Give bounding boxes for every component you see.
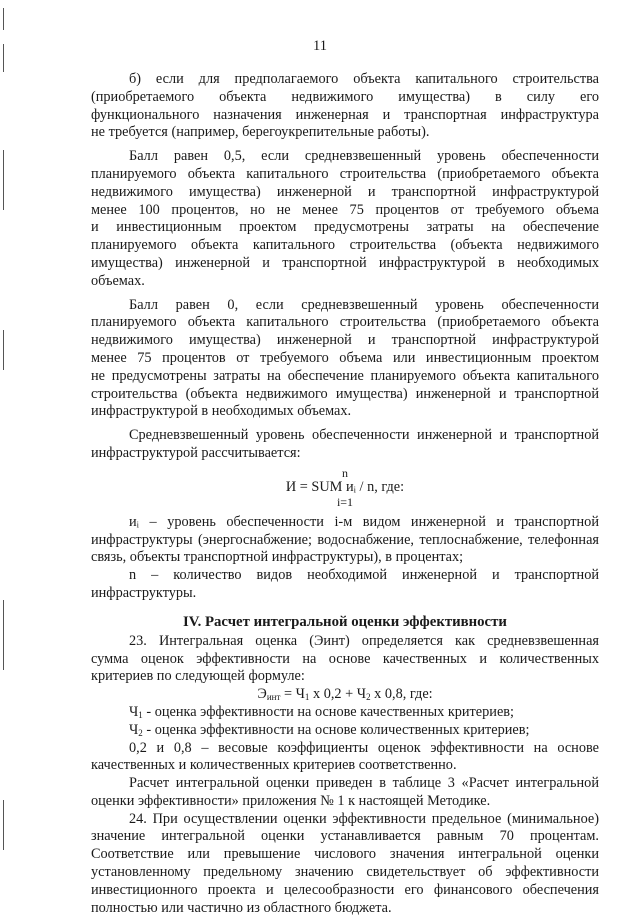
- paragraph-score-0-5: [91, 148, 599, 290]
- formula-part: х 0,2 + Ч: [309, 686, 367, 703]
- definition-text: - оценка эффективности на основе качественных критериев;: [142, 703, 515, 720]
- definition-symbol: Ч: [129, 721, 139, 738]
- paragraph-n-definition: [91, 567, 599, 603]
- text-line: объемах.: [91, 272, 145, 289]
- definition-text: - оценка эффективности на основе количественных критериев;: [142, 721, 530, 738]
- text-line: б) если для предполагаемого объекта капитального строительства: [129, 71, 599, 87]
- formula-provision-level: [91, 467, 599, 508]
- text-line: 24. При осуществлении оценки эффективности предельное (минимальное): [129, 810, 599, 827]
- paragraph-23: [91, 633, 599, 686]
- text-line: менее 75 процентов от требуемого объема или инвестиционным проектом: [91, 349, 599, 366]
- definition-symbol: Ч: [129, 703, 139, 720]
- text-line: планируемого объекта капитального строительства (приобретаемого объекта: [91, 314, 599, 331]
- formula-subscript: 2: [366, 692, 371, 703]
- text-line: Средневзвешенный уровень обеспеченности инженерной и транспортной: [129, 427, 599, 444]
- formula-subscript: 1: [304, 692, 310, 703]
- formula-main: И = SUM иᵢ / n, где:: [285, 478, 405, 495]
- formula-upper-limit: n: [342, 465, 348, 480]
- formula-part: = Ч: [280, 686, 305, 703]
- paragraph-ui-definition: [91, 514, 599, 567]
- text-line: недвижимого имущества) инженерной и транспортной инфраструктурой: [91, 183, 599, 200]
- formula-symbol: Э: [257, 686, 267, 703]
- paragraph-average: [91, 427, 599, 463]
- text-line: не требуется (например, берегоукрепительные работы).: [91, 124, 430, 141]
- page-number: 11: [313, 38, 327, 54]
- text-line: строительства (объекта недвижимого имущества) инженерной и транспортной: [91, 385, 599, 402]
- text-line: имущества) инженерной и транспортной инфраструктурой в необходимых: [91, 254, 599, 271]
- text-line: планируемого объекта капитального строительства (приобретаемого объекта: [91, 165, 599, 182]
- section-heading: IV. Расчет интегральной оценки эффективности: [183, 613, 507, 630]
- text-line: Балл равен 0,5, если средневзвешенный уровень обеспеченности: [129, 148, 599, 165]
- text-line: полностью или частично из областного бюджета.: [91, 899, 392, 916]
- text-line: установленному предельному значению свидетельствует об эффективности: [91, 864, 599, 881]
- formula-part: х 0,8, где:: [370, 686, 433, 703]
- paragraph-b: [91, 71, 599, 142]
- text-line: планируемого объекта капитального строительства (объекта недвижимого: [91, 237, 599, 254]
- definition-ch1: [91, 704, 599, 722]
- text-line: недвижимого имущества) инженерной и транспортной инфраструктурой: [91, 332, 599, 349]
- scan-edge-mark: [3, 800, 4, 850]
- scan-edge-mark: [3, 150, 4, 210]
- document-body: [91, 71, 599, 917]
- definition-subscript: 2: [138, 727, 143, 738]
- text-line: критериев по следующей формуле:: [91, 668, 305, 685]
- text-line: оценки эффективности» приложения № 1 к настоящей Методике.: [91, 792, 491, 809]
- text-line: иᵢ – уровень обеспеченности i-м видом инженерной и транспортной: [129, 513, 599, 530]
- text-line: Расчет интегральной оценки приведен в таблице 3 «Расчет интегральной: [129, 775, 599, 792]
- text-line: 23. Интегральная оценка (Эинт) определяется как средневзвешенная: [129, 632, 599, 649]
- text-line: функционального назначения инженерная и транспортная инфраструктура: [91, 106, 599, 123]
- scan-edge-mark: [3, 600, 4, 670]
- text-line: значение интегральной оценки устанавливается равным 70 процентам.: [91, 828, 599, 845]
- paragraph-table-reference: [91, 775, 599, 811]
- text-line: не предусмотрены затраты на обеспечение планируемого объекта капитального: [91, 367, 599, 384]
- text-line: качественных и количественных критериев соответственно.: [91, 757, 457, 774]
- formula-integral-score: [91, 686, 599, 704]
- text-line: Балл равен 0, если средневзвешенный уровень обеспеченности: [129, 296, 599, 313]
- text-line: инвестиционного проекта и целесообразности его финансового обеспечения: [91, 881, 599, 898]
- paragraph-score-0: [91, 297, 599, 422]
- text-line: (приобретаемого объекта недвижимого имущества) в силу его: [91, 88, 599, 105]
- paragraph-24: [91, 811, 599, 917]
- text-line: связь, объекты транспортной инфраструктуры), в процентах;: [91, 549, 464, 566]
- text-line: инфраструктурой рассчитывается:: [91, 444, 301, 461]
- text-line: менее 100 процентов, но не менее 75 процентов от требуемого объема: [91, 201, 599, 218]
- text-line: n – количество видов необходимой инженерной и транспортной: [129, 567, 599, 584]
- text-line: инфраструктуры (энергоснабжение; водоснабжение, теплоснабжение, телефонная: [91, 531, 599, 548]
- text-line: и инвестиционным проектом предусмотрены затраты на обеспечение: [91, 219, 599, 236]
- definition-subscript: 1: [138, 709, 143, 720]
- formula-subscript: инт: [266, 692, 281, 703]
- text-line: Соответствие или превышение числового значения интегральной оценки: [91, 846, 599, 863]
- text-line: сумма оценок эффективности на основе качественных и количественных: [91, 650, 599, 667]
- text-line: инфраструктурой в необходимых объемах.: [91, 403, 352, 420]
- scan-edge-mark: [3, 330, 4, 370]
- text-line: 0,2 и 0,8 – весовые коэффициенты оценок эффективности на основе: [129, 739, 599, 756]
- text-line: инфраструктуры.: [91, 584, 197, 601]
- formula-lower-limit: i=1: [336, 494, 354, 509]
- paragraph-weights: [91, 740, 599, 776]
- definition-ch2: [91, 722, 599, 740]
- scan-edge-mark: [3, 8, 4, 30]
